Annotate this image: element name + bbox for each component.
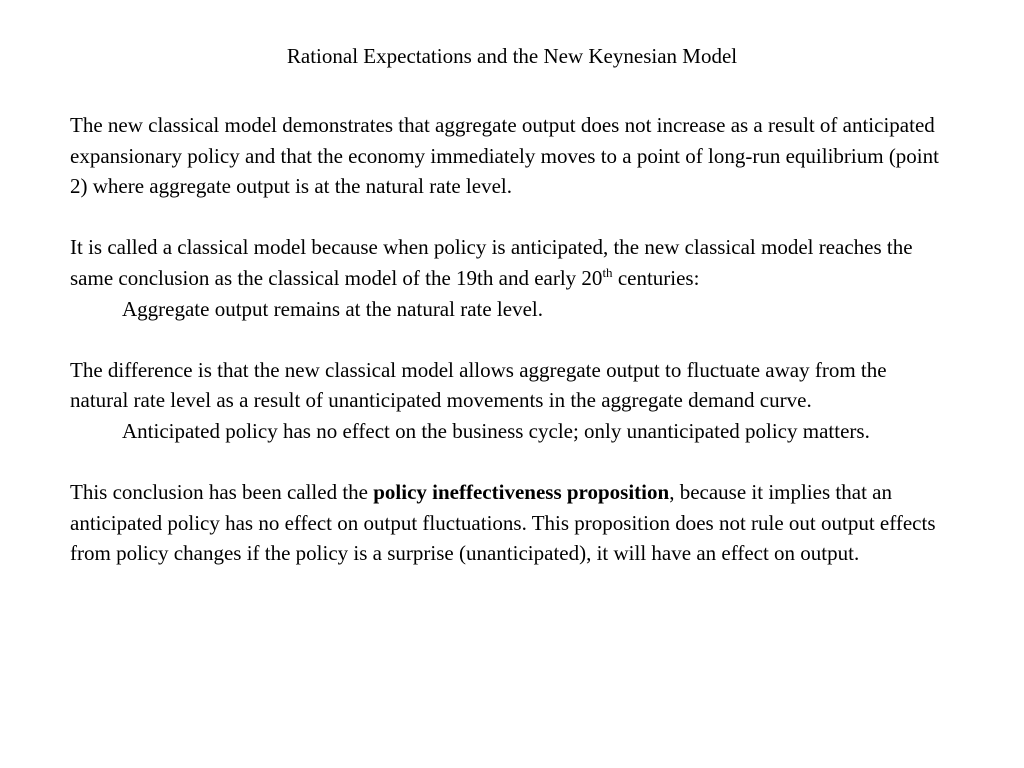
paragraph-2-text: It is called a classical model because when policy is anticipated, the new classical model reaches the same conclusion as the classical model of the 19th and early 20 xyxy=(70,235,913,290)
slide-body xyxy=(70,110,950,569)
paragraph-3-text: The difference is that the new classical model allows aggregate output to fluctuate away from the natural rate level as a result of unanticipated movements in the aggregate demand curve. xyxy=(70,357,887,413)
paragraph-2-tail: centuries: xyxy=(612,265,700,290)
paragraph-4-after: , because it implies that an anticipated policy has no effect on output fluctuations. This proposition does not rule out output effects from policy changes if the policy is a surprise (unanticipated), it will have an effect on output. xyxy=(70,480,936,566)
paragraph-1-text: The new classical model demonstrates that aggregate output does not increase as a result of anticipated expansionary policy and that the economy immediately moves to a point of long-run equilibrium (point 2) where aggregate output is at the natural rate level. xyxy=(70,113,939,199)
indented-conclusion-1: Aggregate output remains at the natural rate level. xyxy=(122,296,543,321)
policy-ineffectiveness-term: policy ineffectiveness proposition xyxy=(373,480,670,505)
indented-conclusion-2: Anticipated policy has no effect on the business cycle; only unanticipated policy matters. xyxy=(122,418,870,443)
paragraph-difference xyxy=(70,355,950,447)
paragraph-policy-ineffectiveness xyxy=(70,477,950,569)
paragraph-new-classical-model xyxy=(70,110,950,202)
paragraph-classical-model xyxy=(70,232,950,324)
slide-title: Rational Expectations and the New Keynesian Model xyxy=(286,44,738,68)
superscript-th: th xyxy=(602,264,613,280)
paragraph-4-before: This conclusion has been called the xyxy=(70,480,374,505)
